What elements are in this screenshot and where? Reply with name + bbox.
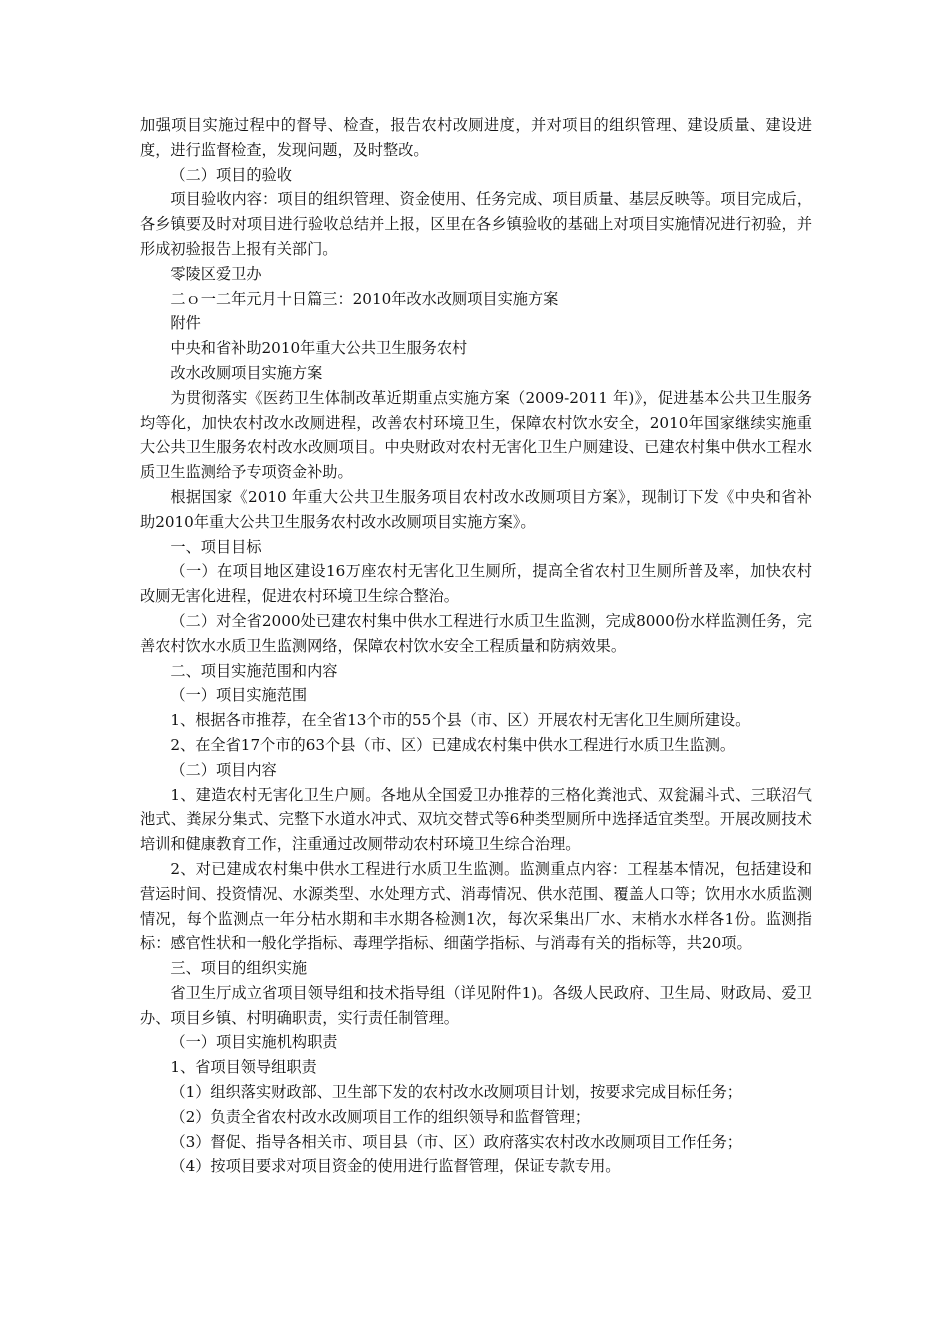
paragraph-scope-1: 1、根据各市推荐，在全省13个市的55个县（市、区）开展农村无害化卫生厕所建设。 [170,711,751,730]
heading-scope: （一）项目实施范围 [170,686,308,705]
list-item-4: （4）按项目要求对项目资金的使用进行监督管理，保证专款专用。 [170,1157,621,1176]
paragraph-goal-2: （二）对全省2000处已建农村集中供水工程进行水质卫生监测，完成8000份水样监测任务，完善农村饮水水质卫生监测网络，保障农村饮水安全工程质量和防病效果。 [140,611,812,655]
list-item-1: （1）组织落实财政部、卫生部下发的农村改水改厕项目计划，按要求完成目标任务； [170,1083,742,1102]
heading-acceptance: （二）项目的验收 [170,165,292,184]
title-line-2: 改水改厕项目实施方案 [170,363,323,382]
list-item-3: （3）督促、指导各相关市、项目县（市、区）政府落实农村改水改厕项目工作任务； [170,1132,742,1151]
paragraph-basis: 根据国家《2010 年重大公共卫生服务项目农村改水改厕项目方案》，现制订下发《中央和省补助2010年重大公共卫生服务农村改水改厕项目实施方案》。 [140,487,812,531]
list-item-2: （2）负责全省农村改水改厕项目工作的组织领导和监督管理； [170,1107,591,1126]
heading-content: （二）项目内容 [170,760,277,779]
heading-organization: 三、项目的组织实施 [170,959,308,978]
attachment-label: 附件 [170,314,201,333]
heading-responsibilities: （一）项目实施机构职责 [170,1033,338,1052]
heading-leading-group: 1、省项目领导组职责 [170,1058,317,1077]
heading-scope-content: 二、项目实施范围和内容 [170,661,338,680]
signature-office: 零陵区爱卫办 [170,264,262,283]
paragraph-scope-2: 2、在全省17个市的63个县（市、区）已建成农村集中供水工程进行水质卫生监测。 [170,735,736,754]
paragraph-organization: 省卫生厅成立省项目领导组和技术指导组（详见附件1)。各级人民政府、卫生局、财政局、爱卫办、项目乡镇、村明确职责，实行责任制管理。 [140,983,812,1027]
paragraph-content-1: 1、建造农村无害化卫生户厕。各地从全国爱卫办推荐的三格化粪池式、双瓮漏斗式、三联沼气池式、粪尿分集式、完整下水道水冲式、双坑交替式等6种类型厕所中选择适宜类型。开展改厕技术培训和健康教育工作，注重通过改厕带动农村环境卫生综合治理。 [140,785,812,854]
paragraph-supervision: 加强项目实施过程中的督导、检查，报告农村改厕进度，并对项目的组织管理、建设质量、建设进度，进行监督检查，发现问题，及时整改。 [140,116,812,159]
title-line-1: 中央和省补助2010年重大公共卫生服务农村 [170,339,468,358]
paragraph-goal-1: （一）在项目地区建设16万座农村无害化卫生厕所，提高全省农村卫生厕所普及率，加快农村改厕无害化进程，促进农村环境卫生综合整治。 [140,562,812,606]
date-line: 二ｏ一二年元月十日篇三：2010年改水改厕项目实施方案 [170,289,559,308]
paragraph-intro: 为贯彻落实《医药卫生体制改革近期重点实施方案（2009-2011 年)》，促进基本公共卫生服务均等化，加快农村改水改厕进程，改善农村环境卫生，保障农村饮水安全，2010年国家继续实施重大公共卫生服务农村改水改厕项目。中央财政对农村无害化卫生户厕建设、已建农村集中供水工程水质卫生监测给予专项资金补助。 [140,388,812,482]
paragraph-acceptance: 项目验收内容：项目的组织管理、资金使用、任务完成、项目质量、基层反映等。项目完成后，各乡镇要及时对项目进行验收总结并上报，区里在各乡镇验收的基础上对项目实施情况进行初验，并形成初验报告上报有关部门。 [140,190,812,258]
heading-goals: 一、项目目标 [170,537,262,556]
paragraph-content-2: 2、对已建成农村集中供水工程进行水质卫生监测。监测重点内容：工程基本情况，包括建设和营运时间、投资情况、水源类型、水处理方式、消毒情况、供水范围、覆盖人口等；饮用水水质监测情况，每个监测点一年分枯水期和丰水期各检测1次，每次采集出厂水、末梢水水样各1份。监测指标：感官性状和一般化学指标、毒理学指标、细菌学指标、与消毒有关的指标等，共20项。 [140,859,812,953]
document-body [140,113,812,1179]
